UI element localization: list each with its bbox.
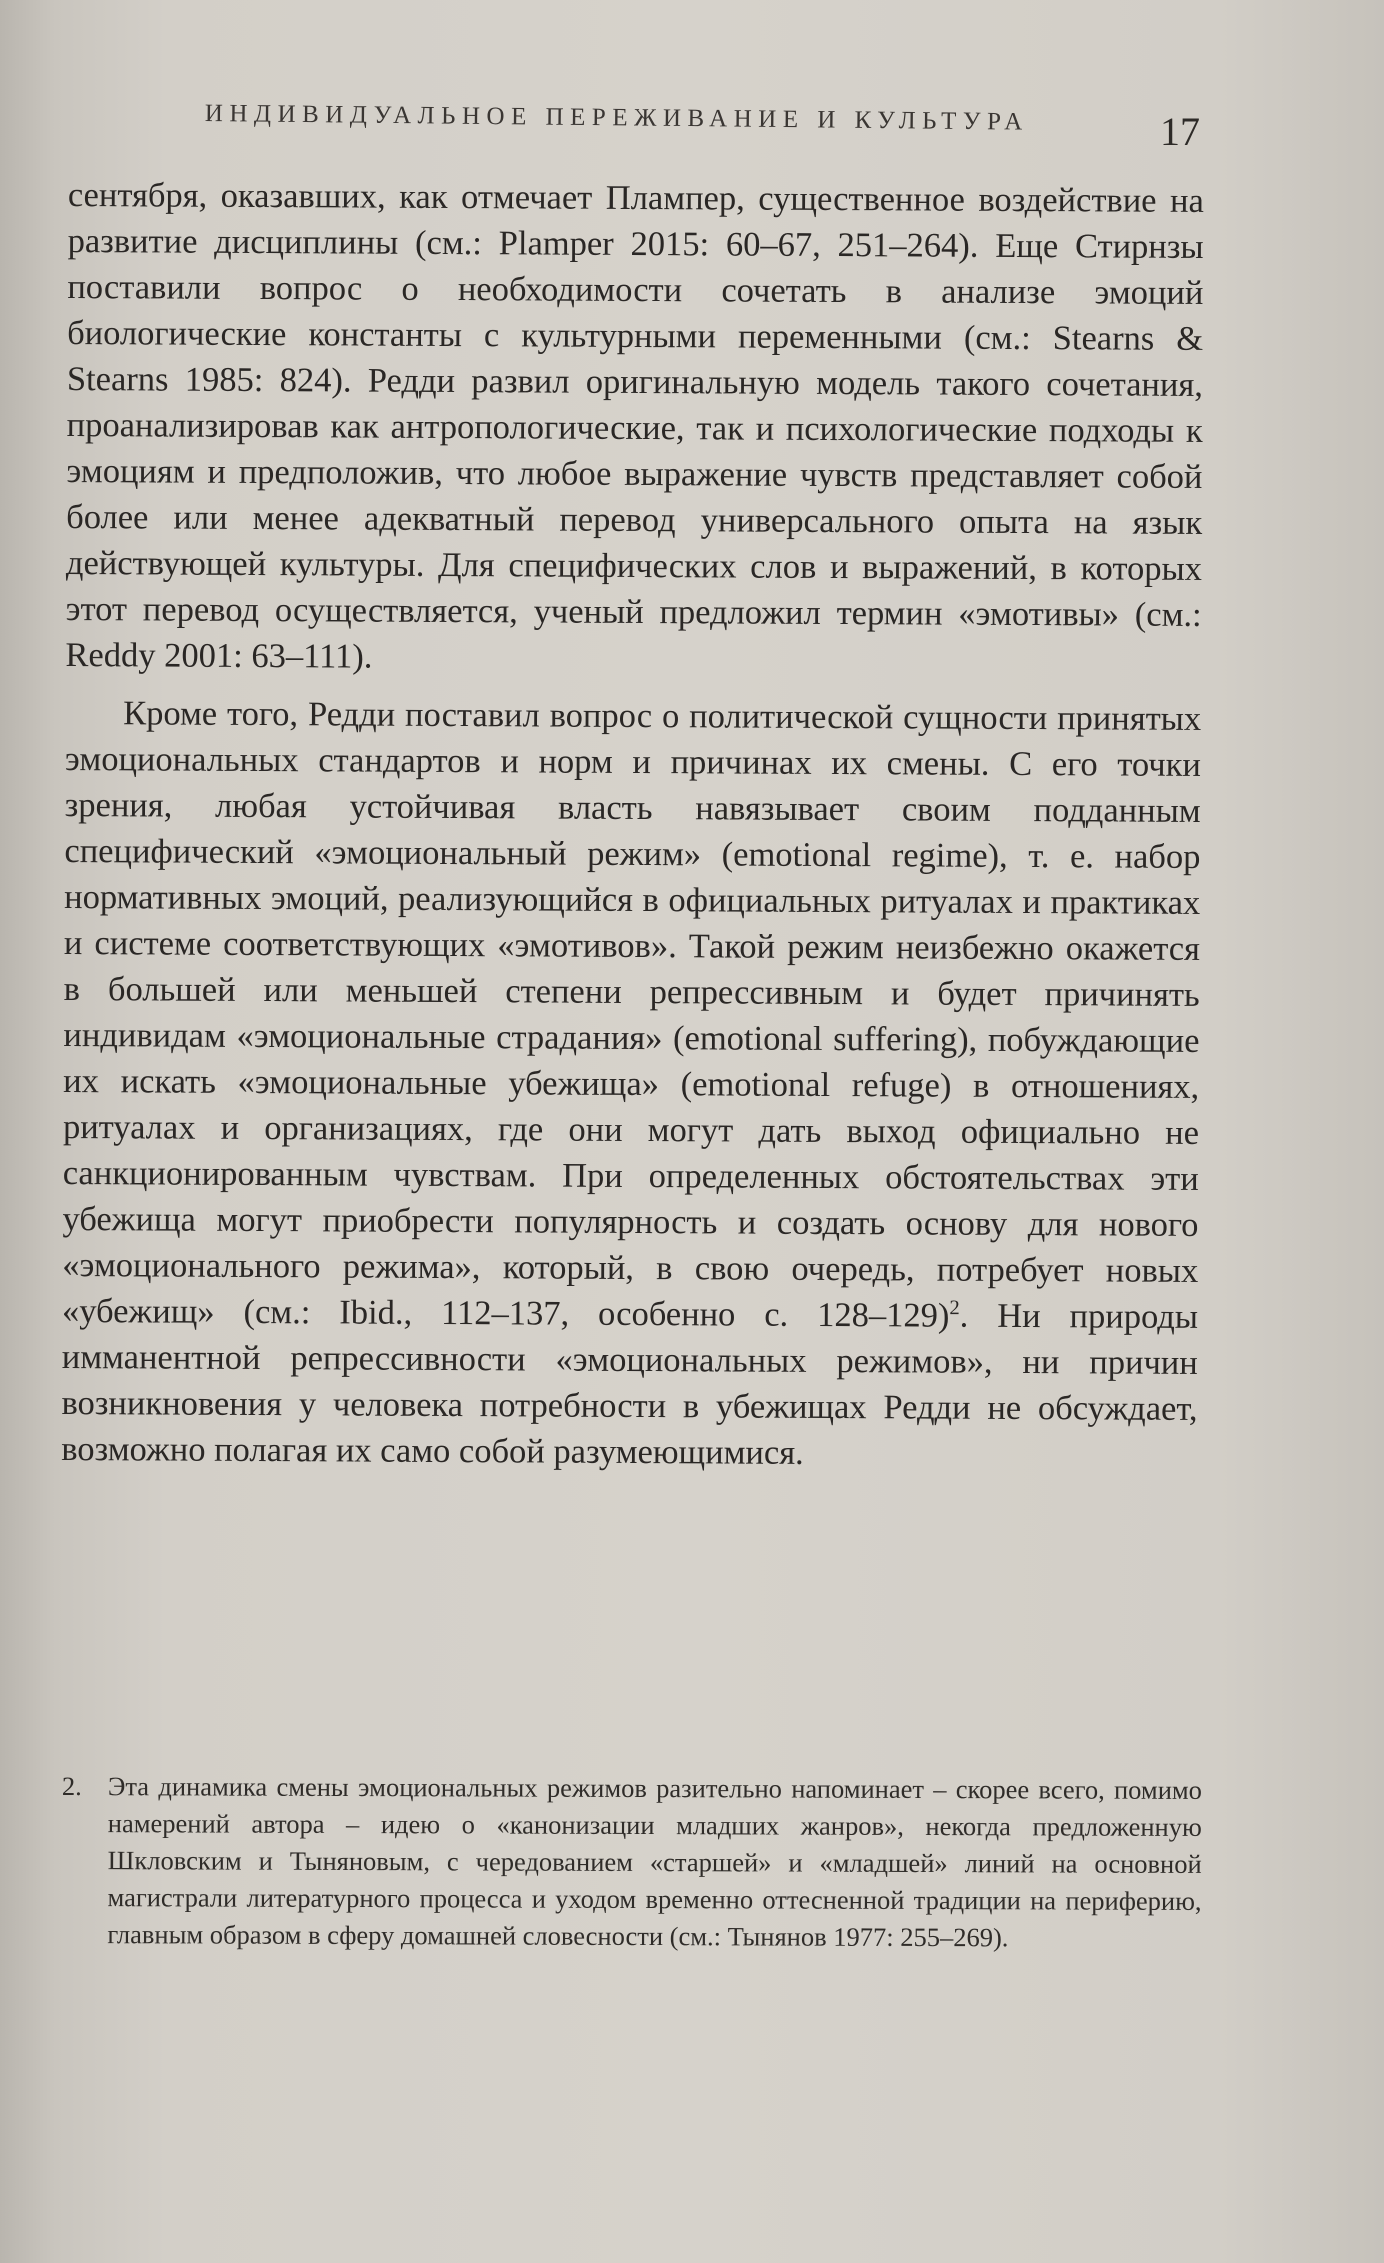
paragraph-1: сентября, оказавших, как отмечает Плампер, существенное воздействие на развитие дисциплины (см.: Plamper 2015: 60–67, 251–264). Еще Стирнзы поставили вопрос о необходимости сочетать в анализе эмоций биологические константы с культурными переменными (см.: Stearns & Stearns 1985: 824). Редди развил оригинальную модель такого сочетания, проанализировав как антропологические, так и психологические подходы к эмоциям и предположив, что любое выражение чувств представляет собой более или менее адекватный перевод универсального опыта на язык действующей культуры. Для специфических слов и выражений, в которых этот перевод осуществляется, ученый предложил термин «эмотивы» (см.: Reddy 2001: 63–111). [65,175,1204,676]
paragraph-2-text-part-2: . Ни природы имманентной репрессивности «эмоциональных режимов», ни причин возникновения у человека потребности в убежищах Редди не обсуждает, возможно полагая их само собой разумеющимися. [61,1296,1199,1472]
footnote-text: Эта динамика смены эмоциональных режимов разительно напоминает – скорее всего, помимо намерений автора – идею о «канонизации младших жанров», некогда предложенную Шкловским и Тыняновым, с чередованием «старшей» и «младшей» линий на основной магистрали литературного процесса и уходом временно оттесненной традиции на периферию, главным образом в сферу домашней словесности (см.: Тынянов 1977: 255–269). [107,1771,1202,1953]
footnote [61,1768,1202,1957]
page-number: 17 [1160,109,1200,154]
main-text [61,172,1204,1478]
running-title: ИНДИВИДУАЛЬНОЕ ПЕРЕЖИВАНИЕ И КУЛЬТУРА [204,100,1029,136]
footnote-reference: 2 [949,1297,960,1320]
footnote-number: 2. [61,1771,82,1802]
paragraph-2 [61,690,1201,1478]
paragraph-2-text-part-1: Кроме того, Редди поставил вопрос о политической сущности принятых эмоциональных стандартов и норм и причинах их смены. С его точки зрения, любая устойчивая власть навязывает своим подданным специфический «эмоциональный режим» (emotional regime), т. е. набор нормативных эмоций, реализующийся в официальных ритуалах и практиках и системе соответствующих «эмотивов». Такой режим неизбежно окажется в большей или меньшей степени репрессивным и будет причинять индивидам «эмоциональные страдания» (emotional suffering), побуждающие их искать «эмоциональные убежища» (emotional refuge) в отношениях, ритуалах и организациях, где они могут дать выход официально не санкционированным чувствам. При определенных обстоятельствах эти убежища могут приобрести популярность и создать основу для нового «эмоционального режима», который, в свою очередь, потребует новых «убежищ» (см.: Ibid., 112–137, особенно с. 128–129) [61,694,1202,1335]
footnotes [61,1768,1202,1957]
